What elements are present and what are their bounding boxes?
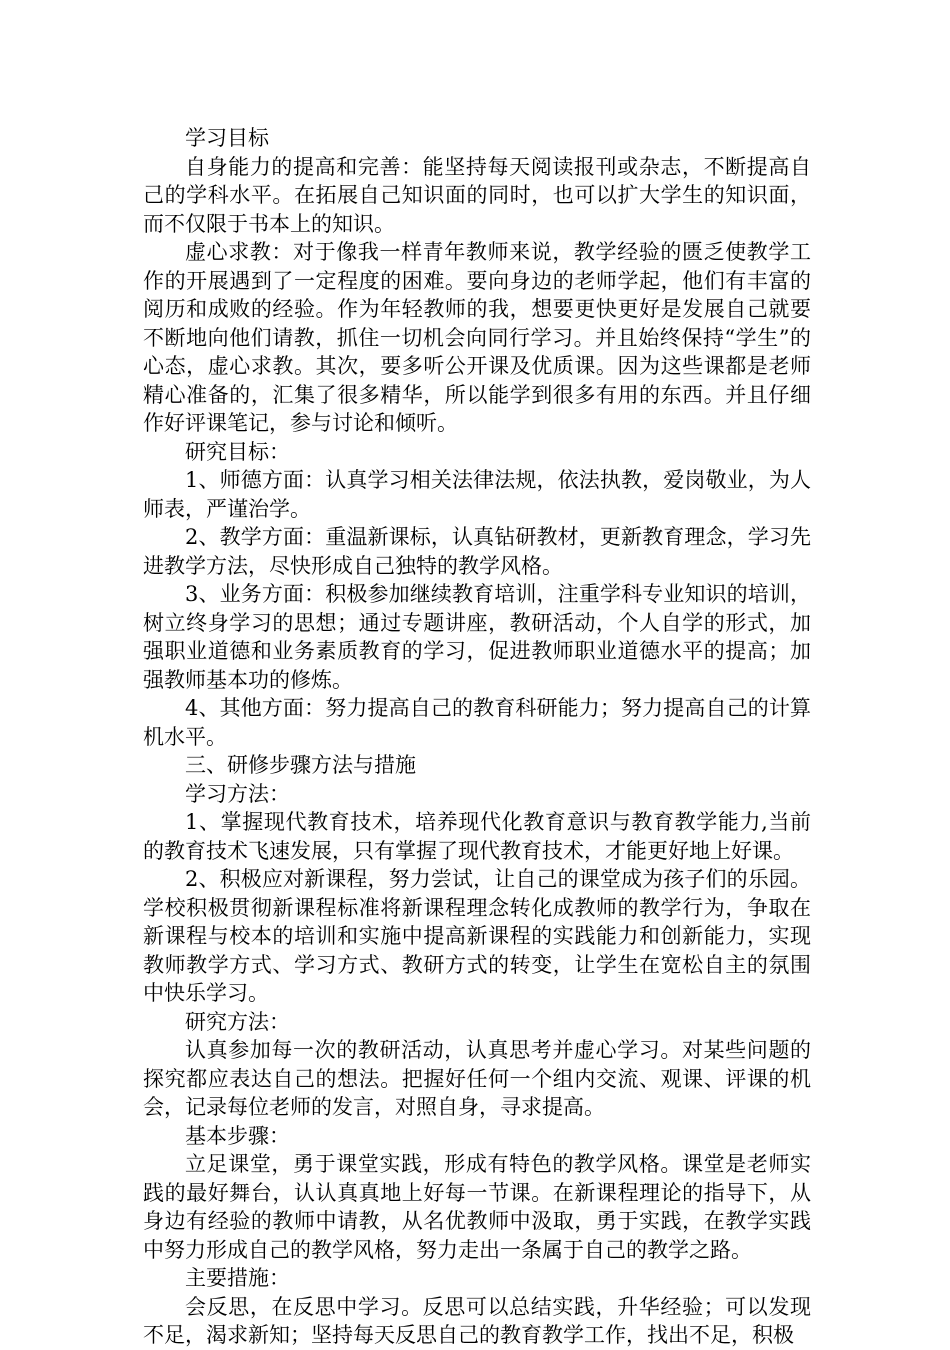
heading-main-measures: 主要措施： (185, 1266, 290, 1290)
section-heading-steps: 三、研修步骤方法与措施 (185, 753, 416, 777)
list-item-other: 4、其他方面：努力提高自己的教育科研能力；努力提高自己的计算机水平。 (143, 696, 811, 749)
heading-basic-steps: 基本步骤： (185, 1123, 290, 1148)
heading-study-methods: 学习方法： (185, 781, 290, 806)
paragraph-research-activities: 认真参加每一次的教研活动，认真思考并虚心学习。对某些问题的探究都应表达自己的想法。把握好任何一个组内交流、观课、评课的机会，记录每位老师的发言，对照自身，寻求提高。 (143, 1038, 811, 1119)
paragraph-humble-learning: 虚心求教：对于像我一样青年教师来说，教学经验的匮乏使教学工作的开展遇到了一定程度的困难。要向身边的老师学起，他们有丰富的阅历和成败的经验。作为年轻教师的我，想要更快更好是发展自己就要不断地向他们请教，抓住一切机会向同行学习。并且始终保持“学生”的心态，虚心求教。其次，要多听公开课及优质课。因为这些课都是老师精心准备的，汇集了很多精华，所以能学到很多有用的东西。并且仔细作好评课笔记，参与讨论和倾听。 (143, 240, 811, 435)
list-item-new-curriculum: 2、积极应对新课程，努力尝试，让自己的课堂成为孩子们的乐园。学校积极贯彻新课程标准将新课程理念转化成教师的教学行为，争取在新课程与校本的培训和实施中提高新课程的实践能力和创新能力，实现教师教学方式、学习方式、教研方式的转变，让学生在宽松自主的氛围中快乐学习。 (143, 867, 811, 1005)
paragraph-classroom-practice: 立足课堂，勇于课堂实践，形成有特色的教学风格。课堂是老师实践的最好舞台，认认真真地上好每一节课。在新课程理论的指导下，从身边有经验的教师中请教，从名优教师中汲取，勇于实践，在教学实践中努力形成自己的教学风格，努力走出一条属于自己的教学之路。 (143, 1152, 811, 1262)
heading-study-goals: 学习目标 (185, 126, 269, 150)
list-item-professional: 3、业务方面：积极参加继续教育培训，注重学科专业知识的培训，树立终身学习的思想；通过专题讲座，教研活动，个人自学的形式，加强职业道德和业务素质教育的学习，促进教师职业道德水平的提高；加强教师基本功的修炼。 (143, 582, 811, 692)
paragraph-self-improvement: 自身能力的提高和完善：能坚持每天阅读报刊或杂志，不断提高自己的学科水平。在拓展自己知识面的同时，也可以扩大学生的知识面，而不仅限于书本上的知识。 (143, 154, 811, 236)
document-page (143, 124, 811, 1350)
paragraph-reflection: 会反思，在反思中学习。反思可以总结实践，升华经验；可以发现不足，渴求新知；坚持每天反思自己的教育教学工作，找出不足，积极 (143, 1294, 811, 1347)
list-item-technology: 1、掌握现代教育技术，培养现代化教育意识与教育教学能力,当前的教育技术飞速发展，只有掌握了现代教育技术，才能更好地上好课。 (143, 810, 811, 863)
heading-research-goals: 研究目标： (185, 439, 290, 464)
list-item-ethics: 1、师德方面：认真学习相关法律法规，依法执教，爱岗敬业，为人师表，严谨治学。 (143, 468, 811, 521)
list-item-teaching: 2、教学方面：重温新课标，认真钻研教材，更新教育理念，学习先进教学方法，尽快形成自己独特的教学风格。 (143, 525, 811, 578)
heading-research-methods: 研究方法： (185, 1009, 290, 1034)
